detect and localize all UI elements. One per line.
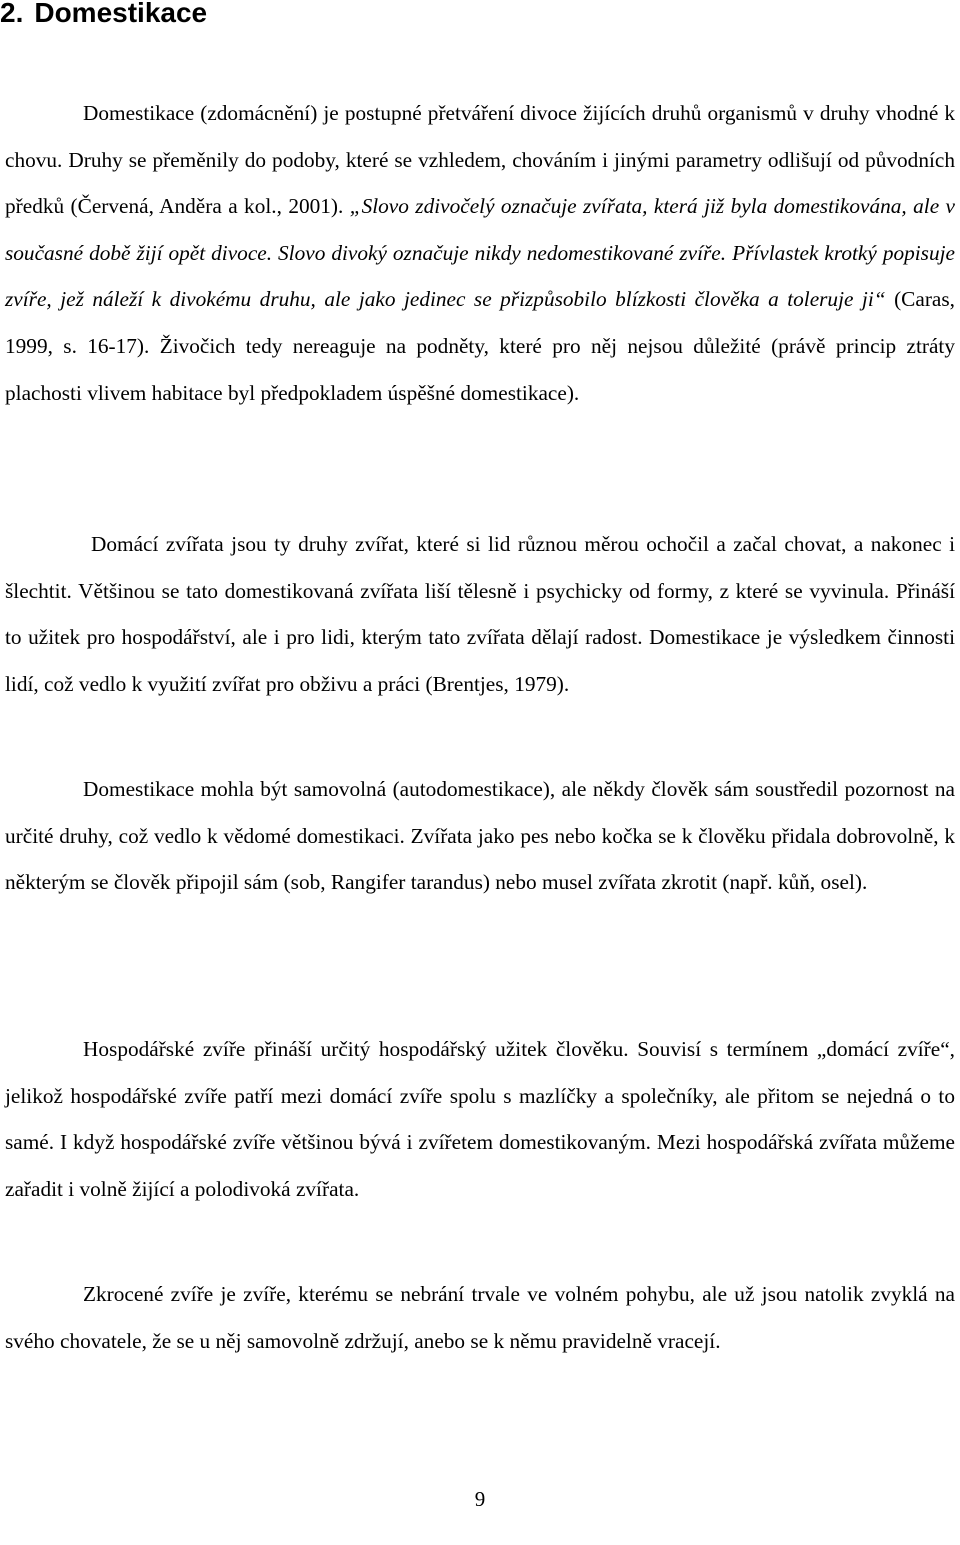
paragraph-1-tail: (Caras, 1999, s. 16-17). Živočich tedy nereaguje na podněty, které pro něj nejsou důležité (právě princip ztráty plachosti vlivem habitace byl předpokladem úspěšné domestikace). [5,287,955,405]
paragraph-3-text: Domestikace mohla být samovolná (autodomestikace), ale někdy člověk sám soustředil pozornost na určité druhy, což vedlo k vědomé domestikaci. Zvířata jako pes nebo kočka se k člověku přidala dobrovolně, k některým se člověk připojil sám (sob, Rangifer tarandus) nebo musel zvířata zkrotit (např. kůň, osel). [5,777,955,895]
paragraph-1-lead: Domestikace (zdomácnění) je postupné přetváření divoce žijících druhů organismů v druhy vhodné k chovu. Druhy se přeměnily do podoby, které se vzhledem, chováním i jinými parametry odlišují od původních předků (Červená, Anděra a kol., 2001). [5,101,955,219]
quote-definition: „Slovo zdivočelý označuje zvířata, která již byla domestikována, ale v současné době žijí opět divoce. Slovo divoký označuje nikdy nedomestikované zvíře. Přívlastek krotký popisuje zvíře, jež náleží k divokému druhu, ale jako jedinec se přizpůsobilo blízkosti člověka a toleruje ji“ [5,194,955,312]
section-heading [0,0,207,33]
paragraph-4 [5,1026,955,1212]
section-title: Domestikace [34,0,208,28]
section-number: 2. [0,0,24,28]
paragraph-2 [5,521,955,707]
paragraph-5-text: Zkrocené zvíře je zvíře, kterému se nebrání trvale ve volném pohybu, ale už jsou natolik zvyklá na svého chovatele, že se u něj samovolně zdržují, anebo se k němu pravidelně vracejí. [5,1282,955,1353]
paragraph-3 [5,766,955,906]
paragraph-4-text: Hospodářské zvíře přináší určitý hospodářský užitek člověku. Souvisí s termínem „domácí zvíře“, jelikož hospodářské zvíře patří mezi domácí zvíře spolu s mazlíčky a společníky, ale přitom se nejedná o to samé. I když hospodářské zvíře většinou bývá i zvířetem domestikovaným. Mezi hospodářská zvířata můžeme zařadit i volně žijící a polodivoká zvířata. [5,1037,955,1201]
paragraph-1 [5,90,955,416]
paragraph-2-text: Domácí zvířata jsou ty druhy zvířat, které si lid různou měrou ochočil a začal chovat, a nakonec i šlechtit. Většinou se tato domestikovaná zvířata liší tělesně i psychicky od formy, z které se vyvinula. Přináší to užitek pro hospodářství, ale i pro lidi, kterým tato zvířata dělají radost. Domestikace je výsledkem činnosti lidí, což vedlo k využití zvířat pro obživu a práci (Brentjes, 1979). [5,532,955,696]
page-number: 9 [474,1487,486,1511]
paragraph-5 [5,1271,955,1364]
